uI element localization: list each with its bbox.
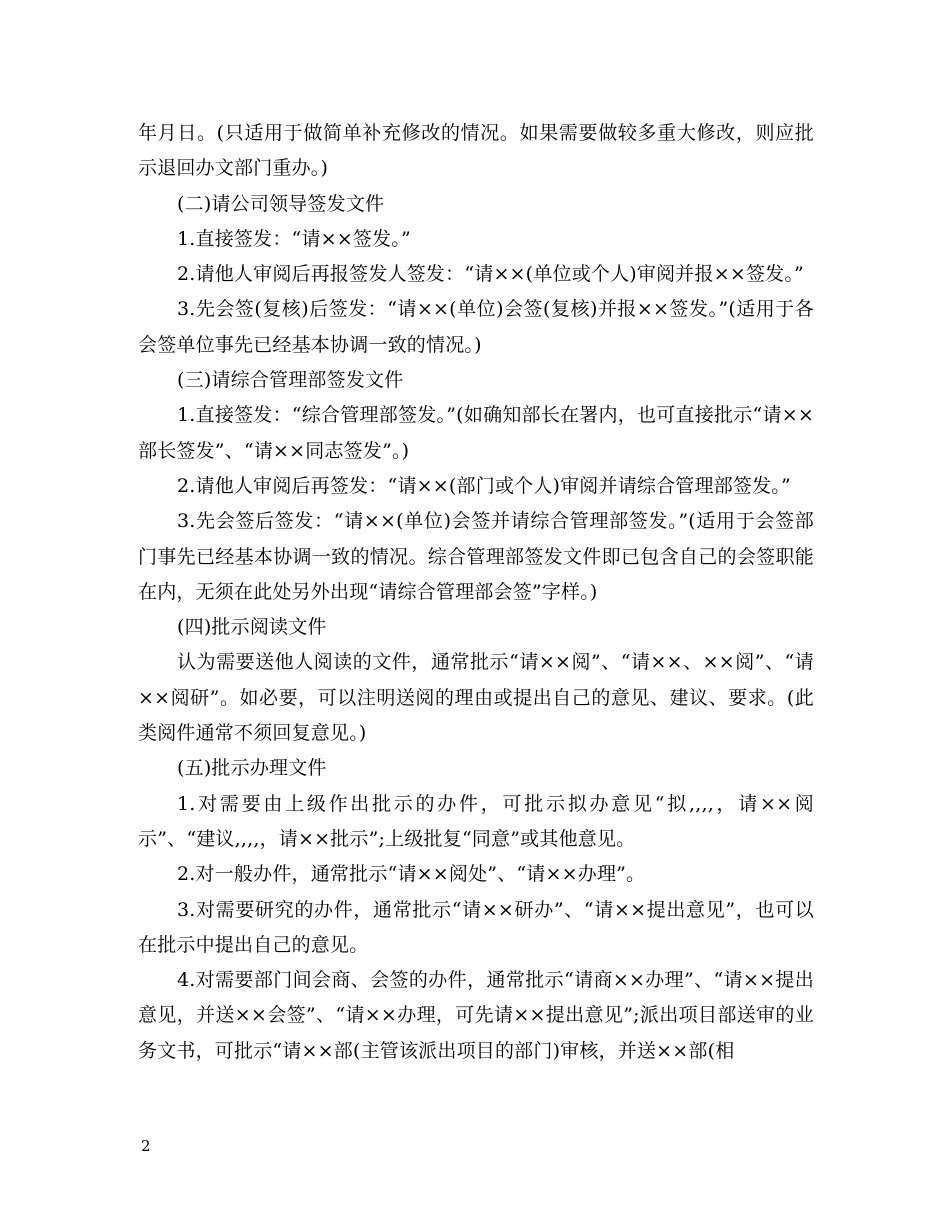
paragraph: 1.直接签发：“综合管理部签发。”(如确知部长在署内，也可直接批示“请××部长签发”、“请××同志签发”。) [138, 404, 814, 462]
paragraph: 认为需要送他人阅读的文件，通常批示“请××阅”、“请××、××阅”、“请××阅研”。如必要，可以注明送阅的理由或提出自己的意见、建议、要求。(此类阅件通常不须回复意见。) [138, 651, 814, 745]
paragraph: 3.先会签(复核)后签发：“请××(单位)会签(复核)并报××签发。”(适用于各会签单位事先已经基本协调一致的情况。) [138, 298, 814, 356]
paragraph: 4.对需要部门间会商、会签的办件，通常批示“请商××办理”、“请××提出意见，并送××会签”、“请××办理，可先请××提出意见”;派出项目部送审的业务文书，可批示“请××部(主管该派出项目的部门)审核，并送××部(相 [138, 969, 814, 1062]
paragraph: 年月日。(只适用于做简单补充修改的情况。如果需要做较多重大修改，则应批示退回办文部门重办。) [138, 122, 814, 180]
paragraph: 1.直接签发：“请××签发。” [177, 227, 411, 250]
page-number: 2 [141, 1137, 151, 1155]
section-heading: (五)批示办理文件 [177, 757, 327, 780]
paragraph: 3.先会签后签发：“请××(单位)会签并请综合管理部签发。”(适用于会签部门事先已经基本协调一致的情况。综合管理部签发文件即已包含自己的会签职能在内，无须在此处另外出现“请综合管理部会签”字样。) [138, 510, 814, 603]
section-heading: (三)请综合管理部签发文件 [177, 369, 404, 392]
body-text [138, 116, 814, 1069]
paragraph: 2.对一般办件，通常批示“请××阅处”、“请××办理”。 [177, 863, 646, 886]
paragraph: 2.请他人审阅后再报签发人签发：“请××(单位或个人)审阅并报××签发。” [177, 263, 804, 286]
paragraph: 1.对需要由上级作出批示的办件，可批示拟办意见“拟,,,,，请××阅示”、“建议,,,,，请××批示”;上级批复“同意”或其他意见。 [138, 792, 814, 850]
paragraph: 2.请他人审阅后再签发：“请××(部门或个人)审阅并请综合管理部签发。” [177, 474, 791, 497]
section-heading: (四)批示阅读文件 [177, 616, 327, 639]
paragraph: 3.对需要研究的办件，通常批示“请××研办”、“请××提出意见”，也可以在批示中提出自己的意见。 [138, 898, 814, 956]
section-heading: (二)请公司领导签发文件 [177, 192, 385, 215]
